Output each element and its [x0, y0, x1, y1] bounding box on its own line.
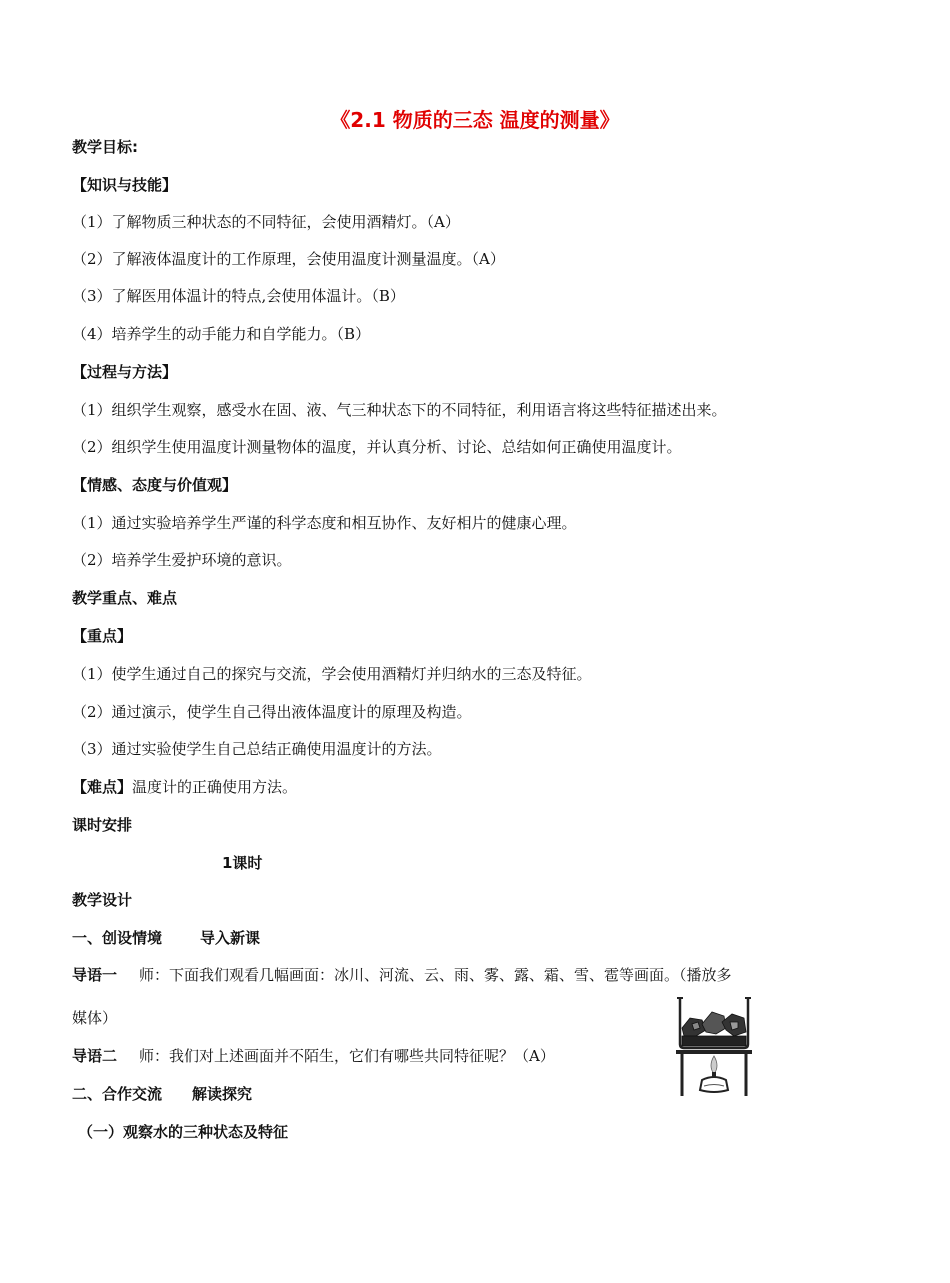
intro1-label: 导语一	[72, 966, 118, 984]
knowledge-item: （4）培养学生的动手能力和自学能力。（B）	[72, 325, 371, 343]
goals-heading: 教学目标:	[72, 138, 138, 156]
section1-heading	[72, 928, 260, 948]
process-item: （1）组织学生观察，感受水在固、液、气三种状态下的不同特征，利用语言将这些特征描述出来。	[72, 401, 727, 419]
intro2-text: 师：我们对上述画面并不陌生，它们有哪些共同特征呢？（A）	[139, 1047, 555, 1065]
important-item: （1）使学生通过自己的探究与交流，学会使用酒精灯并归纳水的三态及特征。	[72, 665, 592, 683]
page-title: 《2.1 物质的三态 温度的测量》	[330, 108, 620, 132]
knowledge-item: （2）了解液体温度计的工作原理，会使用温度计测量温度。（A）	[72, 250, 505, 268]
design-heading: 教学设计	[72, 891, 133, 909]
intro1-text: 师：下面我们观看几幅画面：冰川、河流、云、雨、雾、露、霜、雪、雹等画面。（播放多	[139, 966, 732, 984]
schedule-heading: 课时安排	[72, 816, 133, 834]
difficult-text: 温度计的正确使用方法。	[132, 778, 298, 796]
important-item: （2）通过演示，使学生自己得出液体温度计的原理及构造。	[72, 703, 472, 721]
knowledge-item: （3）了解医用体温计的特点,会使用体温计。（B）	[72, 287, 405, 305]
beaker-heating-figure	[672, 994, 756, 1098]
process-item: （2）组织学生使用温度计测量物体的温度，并认真分析、讨论、总结如何正确使用温度计。	[72, 438, 682, 456]
intro1-line	[72, 965, 732, 985]
schedule-value: 1课时	[222, 854, 263, 872]
process-heading: 【过程与方法】	[72, 363, 178, 381]
important-heading: 【重点】	[72, 627, 133, 645]
intro2-line	[72, 1046, 555, 1066]
intro2-label: 导语二	[72, 1047, 118, 1065]
important-item: （3）通过实验使学生自己总结正确使用温度计的方法。	[72, 740, 442, 758]
section2-label: 二、合作交流	[72, 1085, 163, 1103]
key-points-heading: 教学重点、难点	[72, 589, 178, 607]
difficult-heading: 【难点】	[72, 778, 133, 796]
difficult-line	[72, 777, 297, 797]
section2-heading	[72, 1084, 252, 1104]
section1-label2: 导入新课	[200, 929, 261, 947]
emotion-item: （1）通过实验培养学生严谨的科学态度和相互协作、友好相片的健康心理。	[72, 514, 577, 532]
subsection1-heading: （一）观察水的三种状态及特征	[78, 1123, 289, 1141]
emotion-heading: 【情感、态度与价值观】	[72, 476, 238, 494]
section2-label2: 解读探究	[192, 1085, 253, 1103]
intro1-cont: 媒体）	[72, 1009, 118, 1027]
knowledge-item: （1）了解物质三种状态的不同特征，会使用酒精灯。（A）	[72, 213, 460, 231]
section1-label: 一、创设情境	[72, 929, 163, 947]
beaker-heating-icon	[672, 994, 756, 1098]
knowledge-heading: 【知识与技能】	[72, 176, 178, 194]
emotion-item: （2）培养学生爱护环境的意识。	[72, 551, 292, 569]
